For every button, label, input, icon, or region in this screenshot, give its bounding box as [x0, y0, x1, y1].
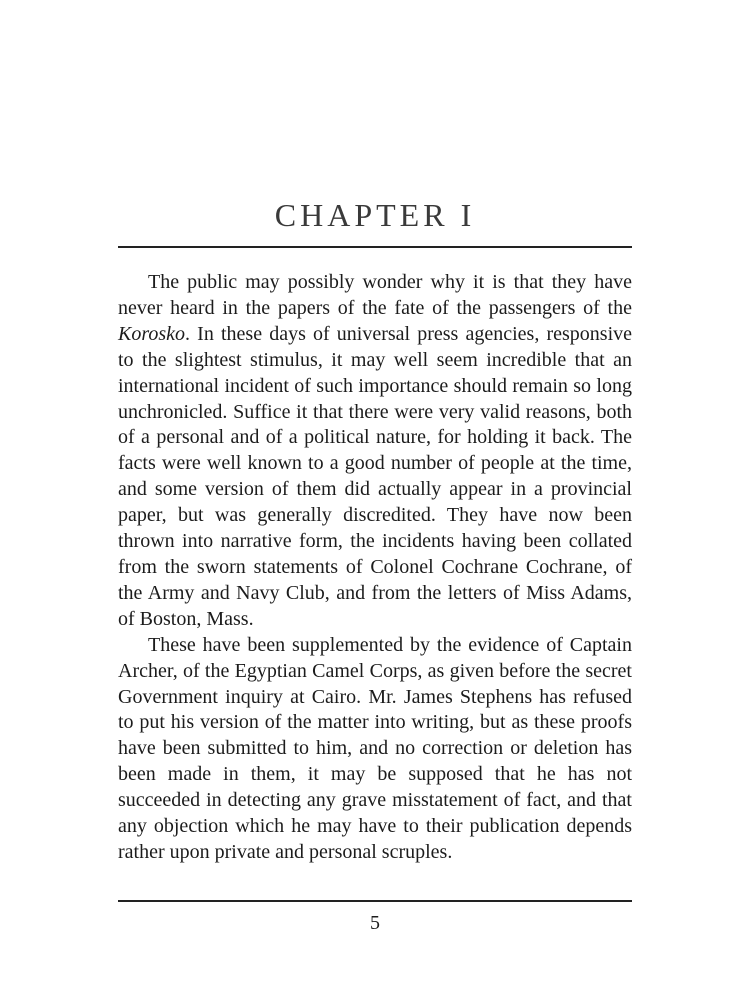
book-page: [118, 0, 632, 1000]
ship-name: Korosko: [118, 322, 186, 345]
paragraph-1-text-end: . In these days of universal press agencies, responsive to the slightest stimulus, it may well seem incredible that an international incident of such importance should remain so long unchronicled. Suffice it that there were very valid reasons, both of a personal and of a political nature, for holding it back. The facts were well known to a good number of people at the time, and some version of them did actually appear in a provincial paper, but was generally discredited. They have now been thrown into narrative form, the incidents having been collated from the sworn statements of Colonel Cochrane Cochrane, of the Army and Navy Club, and from the letters of Miss Adams, of Boston, Mass.: [118, 322, 632, 630]
paragraph-1-text-start: The public may possibly wonder why it is that they have never heard in the papers of the fate of the passengers of the: [118, 271, 632, 319]
paragraph-1: [118, 270, 632, 633]
chapter-title: CHAPTER I: [274, 197, 476, 233]
top-rule: [118, 246, 632, 248]
page-number: 5: [370, 912, 380, 934]
bottom-rule: [118, 900, 632, 902]
chapter-body: [118, 270, 632, 866]
paragraph-2: These have been supplemented by the evidence of Captain Archer, of the Egyptian Camel Corps, as given before the secret Government inquiry at Cairo. Mr. James Stephens has refused to put his version of the matter into writing, but as these proofs have been submitted to him, and no correction or deletion has been made in them, it may be supposed that he has not succeeded in detecting any grave misstatement of fact, and that any objection which he may have to their publication depends rather upon private and personal scruples.: [118, 633, 632, 863]
